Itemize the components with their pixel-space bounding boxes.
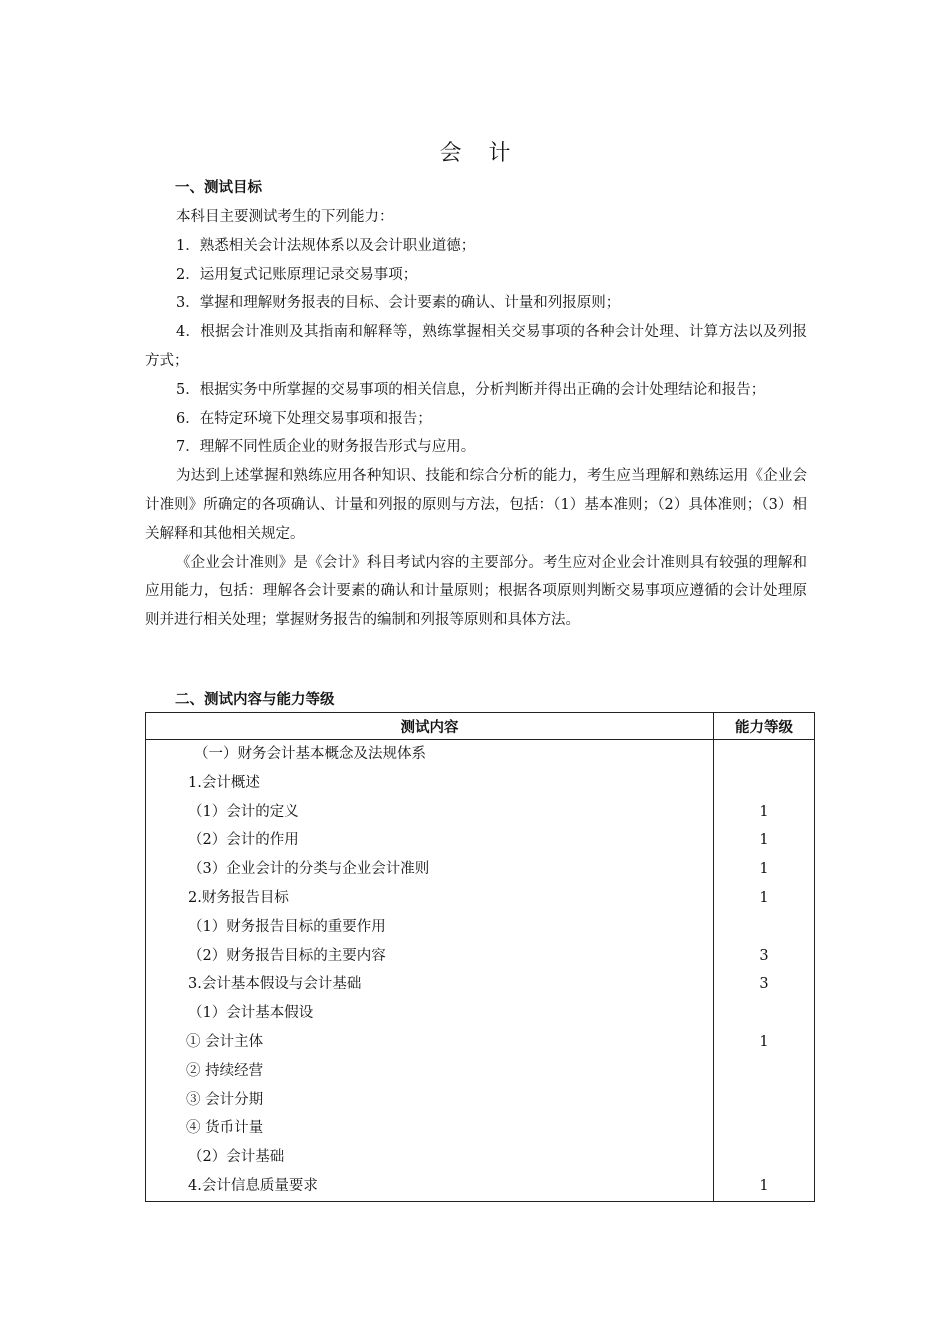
section-heading-test-content: 二、测试内容与能力等级: [175, 692, 335, 708]
table-cell-content: （1）会计基本假设: [146, 999, 714, 1028]
table-cell-content: （3）企业会计的分类与企业会计准则: [146, 855, 714, 884]
table-cell-level: 1: [714, 798, 815, 827]
table-cell-level: [714, 1086, 815, 1115]
section-heading-test-objectives: 一、测试目标: [175, 180, 262, 196]
table-cell-level: [714, 999, 815, 1028]
paragraph: 本科目主要测试考生的下列能力：: [176, 209, 394, 225]
table-cell-level: [714, 740, 815, 769]
table-cell-level: [714, 1057, 815, 1086]
table-row: [146, 970, 815, 999]
column-header-level: 能力等级: [714, 713, 815, 740]
table-cell-level: 3: [714, 942, 815, 971]
table-row: [146, 798, 815, 827]
table-cell-level: [714, 1114, 815, 1143]
table-cell-content: ③ 会计分期: [146, 1086, 714, 1115]
table-row: [146, 769, 815, 798]
paragraph: 《企业会计准则》是《会计》科目考试内容的主要部分。考生应对企业会计准则具有较强的理解和应用能力，包括：理解各会计要素的确认和计量原则；根据各项原则判断交易事项应遵循的会计处理原则并进行相关处理；掌握财务报告的编制和列报等原则和具体方法。: [145, 554, 807, 629]
table-cell-level: 1: [714, 1028, 815, 1057]
page-title: 会 计: [439, 141, 521, 166]
table-cell-content: （1）会计的定义: [146, 798, 714, 827]
table-row: [146, 999, 815, 1028]
table-cell-content: （2）会计的作用: [146, 826, 714, 855]
table-row: [146, 942, 815, 971]
paragraph: 2．运用复式记账原理记录交易事项；: [176, 266, 418, 283]
table-cell-content: ④ 货币计量: [146, 1114, 714, 1143]
table-cell-level: 1: [714, 1172, 815, 1201]
table-cell-content: ① 会计主体: [146, 1028, 714, 1057]
table-cell-content: ② 持续经营: [146, 1057, 714, 1086]
table-cell-level: [714, 769, 815, 798]
table-row: [146, 913, 815, 942]
table-cell-level: [714, 1143, 815, 1172]
paragraph: 6．在特定环境下处理交易事项和报告；: [176, 410, 432, 427]
paragraph: 1．熟悉相关会计法规体系以及会计职业道德；: [176, 237, 476, 254]
table-row: [146, 740, 815, 769]
table-body: [146, 740, 815, 1202]
table-cell-content: 1.会计概述: [146, 769, 714, 798]
paragraph: 为达到上述掌握和熟练应用各种知识、技能和综合分析的能力，考生应当理解和熟练运用《企业会计准则》所确定的各项确认、计量和列报的原则与方法，包括：（1）基本准则；（2）具体准则；（3）相关解释和其他相关规定。: [145, 468, 807, 542]
paragraph: 3．掌握和理解财务报表的目标、会计要素的确认、计量和列报原则；: [176, 295, 621, 312]
table-cell-content: （1）财务报告目标的重要作用: [146, 913, 714, 942]
table-cell-content: 2.财务报告目标: [146, 884, 714, 913]
table-cell-content: （2）财务报告目标的主要内容: [146, 942, 714, 971]
table-row: [146, 1028, 815, 1057]
objectives-body: [145, 203, 807, 635]
table-row: [146, 1057, 815, 1086]
paragraph: 5．根据实务中所掌握的交易事项的相关信息，分析判断并得出正确的会计处理结论和报告；: [176, 381, 766, 398]
table-cell-content: （2）会计基础: [146, 1143, 714, 1172]
table-header-row: [146, 713, 815, 740]
table-cell-content: 3.会计基本假设与会计基础: [146, 970, 714, 999]
table-row: [146, 1114, 815, 1143]
table-row: [146, 884, 815, 913]
paragraph: 7．理解不同性质企业的财务报告形式与应用。: [176, 439, 476, 456]
table-row: [146, 826, 815, 855]
content-level-table: [145, 712, 815, 1202]
table-cell-level: 3: [714, 970, 815, 999]
table-cell-content: 4.会计信息质量要求: [146, 1172, 714, 1201]
table-cell-level: 1: [714, 855, 815, 884]
table-cell-level: 1: [714, 826, 815, 855]
table-row: [146, 1086, 815, 1115]
column-header-content: 测试内容: [146, 713, 714, 740]
table-cell-level: 1: [714, 884, 815, 913]
paragraph: 4．根据会计准则及其指南和解释等，熟练掌握相关交易事项的各种会计处理、计算方法以及列报方式；: [145, 324, 807, 369]
table-cell-content: （一）财务会计基本概念及法规体系: [146, 740, 714, 769]
table-cell-level: [714, 913, 815, 942]
table-row: [146, 1143, 815, 1172]
table-row: [146, 855, 815, 884]
table-row: [146, 1172, 815, 1201]
